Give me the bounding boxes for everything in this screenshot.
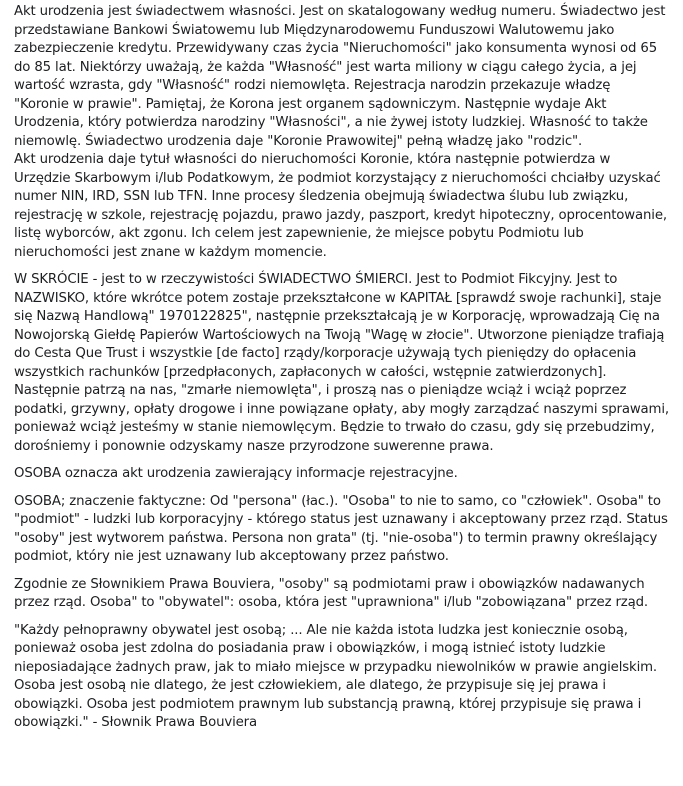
paragraph-in-short: W SKRÓCIE - jest to w rzeczywistości ŚWIADECTWO ŚMIERCI. Jest to Podmiot Fikcyjny. Jest to NAZWISKO, które wkrótce potem zostaje przekształcone w KAPITAŁ [sprawdź swoje rachunki], staje się Nazwą Handlową" 1970122825", następnie przekształcają je w Korporację, wprowadzają Cię na Nowojorską Giełdę Papierów Wartościowych na Twoją "Wagę w złocie". Utworzone pieniądze trafiają do Cesta Que Trust i wszystkie [de facto] rządy/korporacje używają tych pieniędzy do opłacenia wszystkich rachunków [przedpłaconych, zapłaconych w całości, wstępnie zatwierdzonych]. Następnie patrzą na nas, "zmarłe niemowlęta", i proszą nas o pieniądze wciąż i wciąż poprzez podatki, grzywny, opłaty drogowe i inne powiązane opłaty, aby mogły zarządzać naszymi sprawami, ponieważ wciąż jesteśmy w stanie niemowlęcym. Będzie to trwało do czasu, gdy się przebudzimy, dorośniemy i ponownie odzyskamy nasze przyrodzone suwerenne prawa. xyxy=(14,272,674,454)
paragraph-bouvier-quote: "Każdy pełnoprawny obywatel jest osobą; ... Ale nie każda istota ludzka jest koniecznie osobą, ponieważ osoba jest zdolna do posiadania praw i obowiązków, i mogą istnieć istoty ludzkie nieposiadające żadnych praw, jak to miało miejsce w przypadku niewolników w prawie angielskim. Osoba jest osobą nie dlatego, że jest człowiekiem, ale dlatego, że przypisuje się jej prawa i obowiązki. Osoba jest podmiotem prawnym lub substancją prawną, której przypisuje się prawa i obowiązki." - Słownik Prawa Bouviera xyxy=(14,622,662,730)
paragraph-bouvier-dictionary: Zgodnie ze Słownikiem Prawa Bouviera, "osoby" są podmiotami praw i obowiązków nadawanych przez rząd. Osoba" to "obywatel": osoba, która jest "uprawniona" i/lub "zobowiązana" przez rząd. xyxy=(14,576,649,610)
paragraph-person-actual-meaning: OSOBA; znaczenie faktyczne: Od "persona" (łac.). "Osoba" to nie to samo, co "człowiek". Osoba" to "podmiot" - ludzki lub korporacyjny - którego status jest uznawany i akceptowany przez rząd. Status "osoby" jest wytworem państwa. Persona non grata" (tj. "nie-osoba") to termin prawny określający podmiot, który nie jest uznawany lub akceptowany przez państwo. xyxy=(14,493,672,564)
paragraph-person-definition: OSOBA oznacza akt urodzenia zawierający informacje rejestracyjne. xyxy=(14,466,458,481)
paragraph-title-to-property: Akt urodzenia daje tytuł własności do nieruchomości Koronie, która następnie potwierdza w Urzędzie Skarbowym i/lub Podatkowym, że podmiot korzystający z nieruchomości chciałby uzyskać numer NIN, IRD, SSN lub TFN. Inne procesy śledzenia obejmują świadectwa ślubu lub związku, rejestrację w szkole, rejestrację pojazdu, prawo jazdy, paszport, kredyt hipoteczny, oprocentowanie, listę wyborców, akt zgonu. Ich celem jest zapewnienie, że miejsce pobytu Podmiotu lub nieruchomości jest znane w każdym momencie. xyxy=(14,152,672,260)
paragraph-birth-certificate-ownership: Akt urodzenia jest świadectwem własności. Jest on skatalogowany według numeru. Świadectwo jest przedstawiane Bankowi Światowemu lub Międzynarodowemu Funduszowi Walutowemu jako zabezpieczenie kredytu. Przewidywany czas życia "Nieruchomości" jako konsumenta wynosi od 65 do 85 lat. Niektórzy uważają, że każda "Własność" jest warta miliony w ciągu całego życia, a jej wartość wzrasta, gdy "Własność" rodzi niemowlęta. Rejestracja narodzin przekazuje władzę "Koronie w prawie". Pamiętaj, że Korona jest organem sądowniczym. Następnie wydaje Akt Urodzenia, który potwierdza narodziny "Własności", a nie żywej istoty ludzkiej. Własność to także niemowlę. Świadectwo urodzenia daje "Koronie Prawowitej" pełną władzę jako "rodzic". xyxy=(14,4,670,149)
